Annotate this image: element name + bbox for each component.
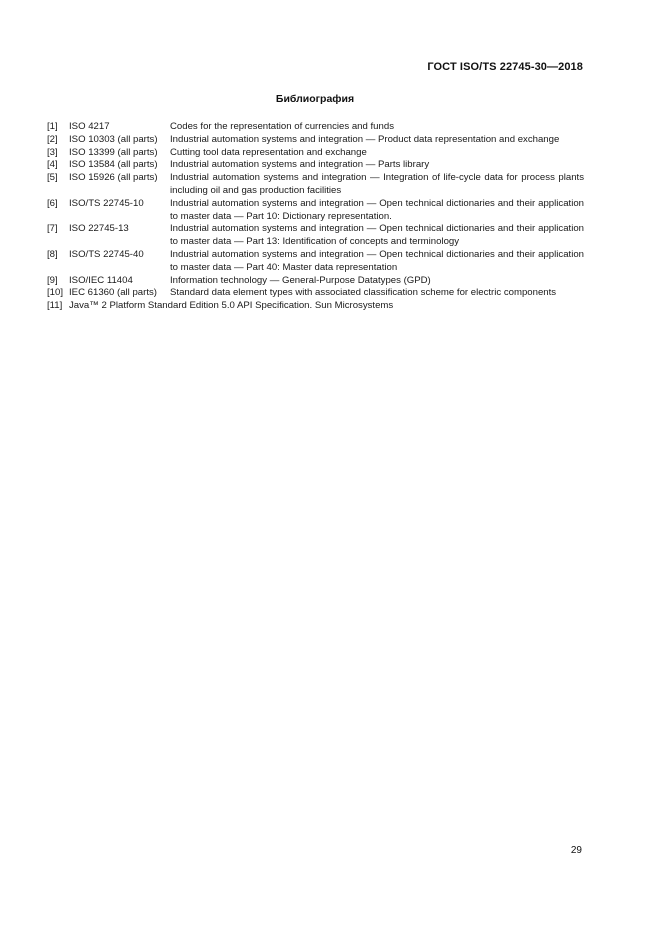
page-number: 29 [570, 845, 582, 856]
entry-reference: ISO 13584 (all parts) [69, 159, 158, 171]
bibliography-entry-10 [47, 287, 584, 300]
entry-number: [3] [47, 146, 58, 158]
entry-number: [4] [47, 159, 58, 171]
entry-number: [5] [47, 172, 58, 184]
bibliography-title: Библиография [275, 93, 355, 105]
bibliography-entry-5 [47, 172, 584, 198]
entry-description: Industrial automation systems and integration — Open technical dictionaries and their application to master data — Part 10: Dictionary representation. [170, 197, 584, 222]
entry-reference: ISO 15926 (all parts) [69, 172, 158, 184]
entry-description: Information technology — General-Purpose Datatypes (GPD) [170, 274, 431, 286]
entry-number: [6] [47, 197, 58, 209]
bibliography-entry-4 [47, 159, 584, 172]
entry-reference: ISO 4217 [69, 121, 110, 132]
entry-number: [2] [47, 133, 58, 145]
entry-reference: ISO/TS 22745-10 [69, 197, 144, 209]
entry-number: [11] [47, 300, 63, 312]
bibliography-entry-11 [47, 300, 584, 313]
bibliography-entry-2 [47, 134, 584, 147]
entry-reference: ISO 10303 (all parts) [69, 133, 158, 145]
document-code-header: ГОСТ ISO/TS 22745-30—2018 [427, 61, 583, 73]
entry-number: [10] [47, 287, 64, 299]
entry-description: Standard data element types with associated classification scheme for electric components [170, 287, 557, 299]
entry-reference: ISO 22745-13 [69, 223, 129, 235]
entry-number: [9] [47, 274, 58, 286]
entry-description: Industrial automation systems and integration — Product data representation and exchange [170, 133, 560, 145]
entry-description: Industrial automation systems and integration — Open technical dictionaries and their application to master data — Part 13: Identification of concepts and terminology [170, 223, 584, 248]
entry-description: Industrial automation systems and integration — Integration of life-cycle data for process plants including oil and gas production facilities [170, 172, 584, 196]
bibliography-entry-7 [47, 223, 584, 249]
bibliography-entry-8 [47, 249, 584, 275]
entry-number: [8] [47, 248, 58, 260]
entry-number: [1] [47, 121, 58, 132]
bibliography-list [47, 121, 584, 313]
bibliography-entry-9 [47, 275, 584, 288]
entry-number: [7] [47, 223, 58, 235]
bibliography-entry-6 [47, 198, 584, 224]
entry-full-citation: Java™ 2 Platform Standard Edition 5.0 API Specification. Sun Microsystems [69, 300, 394, 312]
bibliography-entry-1 [47, 121, 584, 134]
entry-reference: ISO/TS 22745-40 [69, 248, 144, 260]
entry-description: Industrial automation systems and integration — Open technical dictionaries and their application to master data — Part 40: Master data representation [170, 248, 584, 273]
entry-reference: ISO 13399 (all parts) [69, 146, 158, 158]
bibliography-entry-3 [47, 147, 584, 160]
entry-description: Codes for the representation of currencies and funds [170, 121, 394, 132]
entry-description: Industrial automation systems and integration — Parts library [170, 159, 430, 171]
entry-reference: ISO/IEC 11404 [69, 274, 133, 286]
entry-description: Cutting tool data representation and exchange [170, 146, 367, 158]
entry-reference: IEC 61360 (all parts) [69, 287, 157, 299]
